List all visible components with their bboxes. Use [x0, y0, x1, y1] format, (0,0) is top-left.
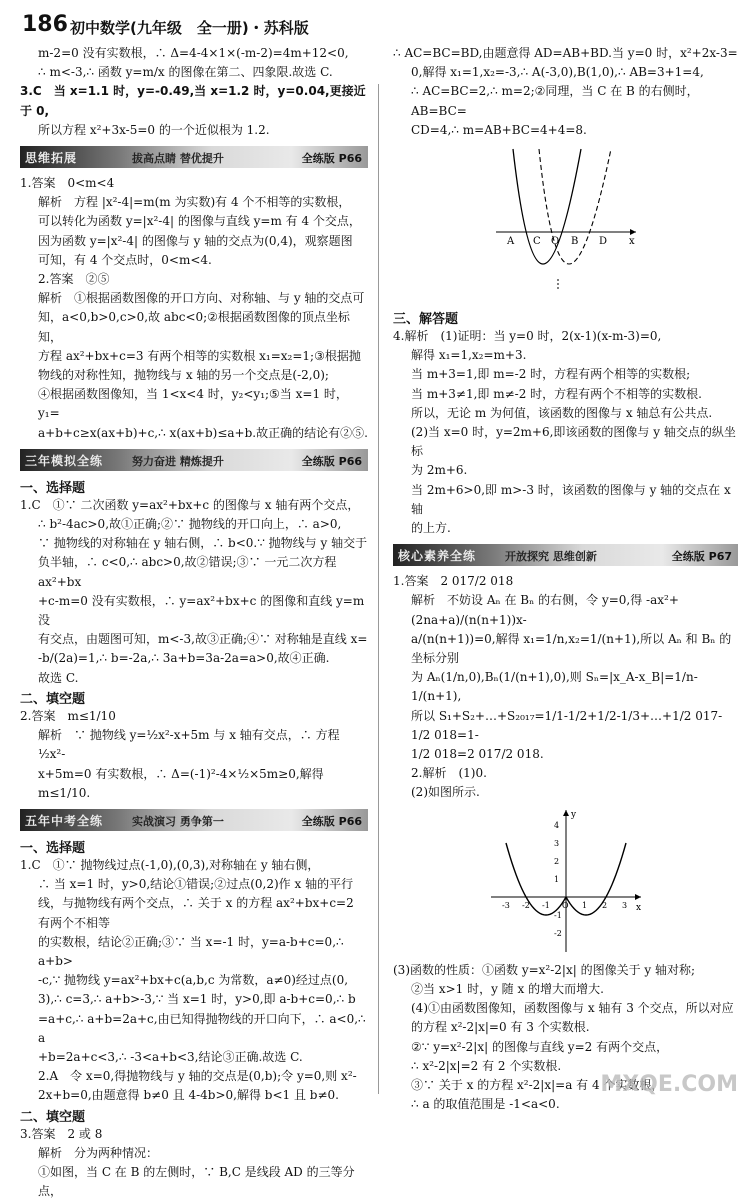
text-line: ①如图，当 C 在 B 的左侧时，∵ B,C 是线段 AD 的三等分点，: [38, 1164, 355, 1199]
column-divider: [378, 84, 379, 1094]
text-line: 当 m+3=1,即 m=-2 时，方程有两个相等的实数根;: [411, 367, 691, 382]
text-line: m-2=0 没有实数根，∴ Δ=4-4×1×(-m-2)=4m+12<0,: [38, 46, 349, 60]
text-line: (2)如图所示.: [411, 785, 480, 800]
text-line: 所以方程 x²+3x-5=0 的一个近似根为 1.2.: [38, 122, 270, 137]
text-line: 线，与抛物线有两个交点，∴ 关于 x 的方程 ax²+bx+c=2 有两个不相等: [38, 896, 354, 930]
text-line: CD=4,∴ m=AB+BC=4+4=8.: [411, 122, 587, 137]
right-column: [393, 44, 738, 1114]
section-banner: [20, 146, 368, 168]
text-line: +b=2a+c<3,∴ -3<a+b<3,结论③正确.故选 C.: [38, 1049, 303, 1064]
text-line: 4.解析 (1)证明：当 y=0 时，2(x-1)(x-m-3)=0,: [393, 329, 662, 344]
text-line: 故选 C.: [38, 670, 79, 685]
text-line: -c,∵ 抛物线 y=ax²+bx+c(a,b,c 为常数，a≠0)经过点(0,: [38, 973, 349, 988]
page-header: [0, 0, 750, 40]
text-line: 2x+b=0,由题意得 b≠0 且 4-4b>0,解得 b<1 且 b≠0.: [38, 1088, 339, 1103]
y-tick-label: -1: [553, 910, 562, 920]
banner-slogan: 实战演习 勇争第一: [132, 814, 224, 828]
text-line: 1.答案 0<m<4: [20, 176, 115, 191]
banner-ref: 全练版 P66: [301, 152, 362, 166]
text-line: 2.答案 m≤1/10: [20, 708, 116, 723]
text-line: a/(n(n+1))=0,解得 x₁=1/n,x₂=1/(n+1),所以 Aₙ 和 Bₙ 的坐标分别: [411, 631, 732, 666]
text-line: 0,解得 x₁=1,x₂=-3,∴ A(-3,0),B(1,0),∴ AB=3+1=4,: [411, 65, 704, 80]
solution-block: [20, 174, 368, 443]
text-line: 1.C ①∵ 二次函数 y=ax²+bx+c 的图像与 x 轴有两个交点，: [20, 497, 360, 512]
section-heading: 二、填空题: [20, 691, 86, 707]
text-line: 3),∴ c=3,∴ a+b>-3,∵ 当 x=1 时，y>0,即 a-b+c=0,∴ b: [38, 992, 356, 1007]
banner-ref: 全练版 P66: [301, 454, 362, 468]
point-label-a: A: [506, 236, 514, 248]
text-line: ④根据函数图像知，当 1<x<4 时，y₂<y₁;⑤当 x=1 时，y₁=: [38, 387, 348, 421]
point-label-c: C: [532, 236, 541, 248]
text-line: 的方程 x²-2|x|=0 有 3 个实数根.: [411, 1020, 590, 1035]
book-title: 初中数学(九年级 全一册)・苏科版: [70, 19, 309, 37]
text-line: (4)①由函数图像知，函数图像与 x 轴有 3 个交点，所以对应: [411, 1001, 734, 1016]
text-line: 知，a<0,b>0,c>0,故 abc<0;②根据函数图像的顶点坐标知，: [38, 310, 350, 344]
y-tick-label: 3: [553, 838, 559, 848]
section-heading: 三、解答题: [393, 312, 459, 328]
text-line: 方程 ax²+bx+c=3 有两个相等的实数根 x₁=x₂=1;③根据抛: [38, 348, 361, 363]
text-line: ∴ b²-4ac>0,故①正确;②∵ 抛物线的开口向上，∴ a>0,: [38, 517, 342, 532]
text-line: 为 Aₙ(1/n,0),Bₙ(1/(n+1),0),则 Sₙ=|x_A-x_B|=1/n-1/(n+1),: [411, 670, 698, 704]
text-line: 2.A 令 x=0,得抛物线与 y 轴的交点是(0,b);令 y=0,则 x²-: [38, 1069, 357, 1084]
y-tick-label: 2: [553, 856, 559, 866]
text-line: 解析 分为两种情况：: [38, 1145, 159, 1160]
x-tick-label: -2: [521, 900, 530, 910]
text-line: 解析 ∵ 抛物线 y=½x²-x+5m 与 x 轴有交点，∴ 方程 ½x²-: [38, 728, 340, 762]
text-line: (2)当 x=0 时，y=2m+6,即该函数的图像与 y 轴交点的纵坐标: [411, 425, 736, 459]
x-tick-label: -1: [541, 900, 550, 910]
x-tick-label: 2: [601, 900, 607, 910]
banner-ref: 全练版 P66: [301, 814, 362, 828]
text-line: 为 2m+6.: [411, 463, 468, 478]
text-line: 的实数根，结论②正确;③∵ 当 x=-1 时，y=a-b+c=0,∴ a+b>: [38, 934, 344, 968]
text-line: ∴ AC=BC=BD,由题意得 AD=AB+BD.当 y=0 时，x²+2x-3=: [393, 46, 738, 60]
solution-block: [393, 572, 738, 802]
text-line: 1.答案 2 017/2 018: [393, 574, 514, 589]
solution-block: [20, 496, 368, 688]
text-line: ②∵ y=x²-2|x| 的图像与直线 y=2 有两个交点，: [411, 1039, 669, 1054]
section-heading: 一、选择题: [20, 480, 86, 496]
solution-block: [393, 327, 738, 538]
x-tick-label: O: [561, 900, 569, 910]
section-heading: 一、选择题: [20, 840, 86, 856]
solution-block: [20, 1125, 368, 1201]
banner-slogan: 努力奋进 精炼提升: [132, 454, 224, 468]
function-graph: [486, 807, 646, 957]
section-banner: [393, 544, 738, 566]
text-line: 的上方.: [411, 521, 451, 536]
text-line: ∴ m<-3,∴ 函数 y=m/x 的图像在第二、四象限.故选 C.: [38, 65, 333, 80]
text-line: 可知，有 4 个交点时，0<m<4.: [38, 252, 212, 267]
section-heading: 二、填空题: [20, 1109, 86, 1125]
text-line: 物线的对称性知，抛物线与 x 轴的另一个交点是(-2,0);: [38, 368, 329, 383]
text-line: ∴ a 的取值范围是 -1<a<0.: [411, 1097, 560, 1112]
text-line: a+b+c≥x(ax+b)+c,∴ x(ax+b)≤a+b.故正确的结论有②⑤.: [38, 425, 368, 440]
text-line: =a+c,∴ a+b=2a+c,由已知得抛物线的开口向下，∴ a<0,∴ a: [38, 1011, 366, 1045]
origin-label: O: [550, 236, 559, 248]
text-line: ∵ 抛物线的对称轴在 y 轴右侧，∴ b<0.∵ 抛物线与 y 轴交于: [38, 536, 368, 551]
section-banner: [20, 809, 368, 831]
text-line: +c-m=0 没有实数根，∴ y=ax²+bx+c 的图像和直线 y=m 没: [38, 593, 365, 628]
text-line: 1.C ①∵ 抛物线过点(-1,0),(0,3),对称轴在 y 轴右侧，: [20, 857, 320, 872]
text-line: 2.答案 ②⑤: [38, 272, 110, 287]
text-line: 负半轴，∴ c<0,∴ abc>0,故②错误;③∵ 一元二次方程 ax²+bx: [38, 555, 337, 589]
text-line: ∴ 当 x=1 时，y>0,结论①错误;②过点(0,2)作 x 轴的平行: [38, 877, 354, 892]
y-tick-label: -2: [553, 928, 562, 938]
text-line: -b/(2a)=1,∴ b=-2a,∴ 3a+b=3a-2a=a>0,故④正确.: [38, 651, 330, 666]
text-line: 可以转化为函数 y=|x²-4| 的图像与直线 y=m 有 4 个交点，: [38, 214, 361, 229]
solution-block: [20, 856, 368, 1106]
x-tick-label: 1: [581, 900, 587, 910]
text-line: 解析 不妨设 Aₙ 在 Bₙ 的右侧，令 y=0,得 -ax²+(2na+a)/(n(n+1))x-: [411, 593, 679, 627]
text-line: ③∵ 关于 x 的方程 x²-2|x|=a 有 4 个实数根，: [411, 1077, 664, 1092]
text-line: 解析 方程 |x²-4|=m(m 为实数)有 4 个不相等的实数根，: [38, 195, 351, 210]
banner-name: 核心素养全练: [398, 549, 477, 564]
point-label-d: D: [598, 236, 607, 248]
page-number: 186: [22, 12, 68, 37]
section-banner: [20, 449, 368, 471]
x-axis-label: x: [628, 236, 635, 248]
parabola-figure: [491, 144, 641, 304]
x-tick-label: 3: [621, 900, 627, 910]
watermark-logo: MXQE.COM: [600, 1072, 738, 1097]
text-line: 所以 S₁+S₂+…+S₂₀₁₇=1/1-1/2+1/2-1/3+…+1/2 017-1/2 018=1-: [411, 708, 723, 742]
text-line: x+5m=0 有实数根，∴ Δ=(-1)²-4×½×5m≥0,解得 m≤1/10.: [38, 766, 324, 800]
banner-slogan: 开放探究 思维创新: [505, 550, 597, 564]
y-tick-label: 1: [553, 874, 559, 884]
solution-block: [393, 44, 738, 140]
text-line: 当 2m+6>0,即 m>-3 时，该函数的图像与 y 轴的交点在 x 轴: [411, 482, 731, 516]
text-line: 2.解析 (1)0.: [411, 766, 487, 781]
left-column: [20, 44, 368, 1201]
banner-name: 三年模拟全练: [25, 453, 104, 468]
text-line: 解得 x₁=1,x₂=m+3.: [411, 348, 527, 363]
x-axis-label: x: [635, 902, 641, 913]
text-line: 1/2 018=2 017/2 018.: [411, 747, 544, 762]
banner-ref: 全练版 P67: [671, 550, 732, 564]
banner-slogan: 拔高点睛 替优提升: [132, 152, 224, 166]
answer-line: 3.C 当 x=1.1 时，y=-0.49,当 x=1.2 时，y=0.04,更接近于 0,: [20, 84, 366, 118]
banner-name: 五年中考全练: [25, 813, 104, 828]
x-tick-label: -3: [501, 900, 510, 910]
text-line: ②当 x>1 时，y 随 x 的增大而增大.: [411, 981, 604, 996]
y-tick-label: 4: [553, 820, 559, 830]
text-line: 解析 ①根据函数图像的开口方向、对称轴、与 y 轴的交点可: [38, 291, 365, 306]
y-axis-label: y: [570, 809, 576, 820]
text-line: 因为函数 y=|x²-4| 的图像与 y 轴的交点为(0,4)，观察题图: [38, 233, 353, 248]
banner-name: 思维拓展: [25, 151, 78, 166]
text-line: ∴ AC=BC=2,∴ m=2;②同理，当 C 在 B 的右侧时，AB=BC=: [411, 84, 699, 118]
text-line: 有交点，由题图可知，m<-3,故③正确;④∵ 对称轴是直线 x=: [38, 632, 368, 647]
text-line: (3)函数的性质：①函数 y=x²-2|x| 的图像关于 y 轴对称;: [393, 962, 696, 977]
text-line: 所以，无论 m 为何值，该函数的图像与 x 轴总有公共点.: [411, 405, 713, 420]
text-line: 3.答案 2 或 8: [20, 1126, 103, 1141]
point-label-b: B: [570, 236, 578, 248]
solution-block: [20, 707, 368, 803]
text-line: ∴ x²-2|x|=2 有 2 个实数根.: [411, 1058, 562, 1073]
text-line: 当 m+3≠1,即 m≠-2 时，方程有两个不相等的实数根.: [411, 386, 702, 401]
